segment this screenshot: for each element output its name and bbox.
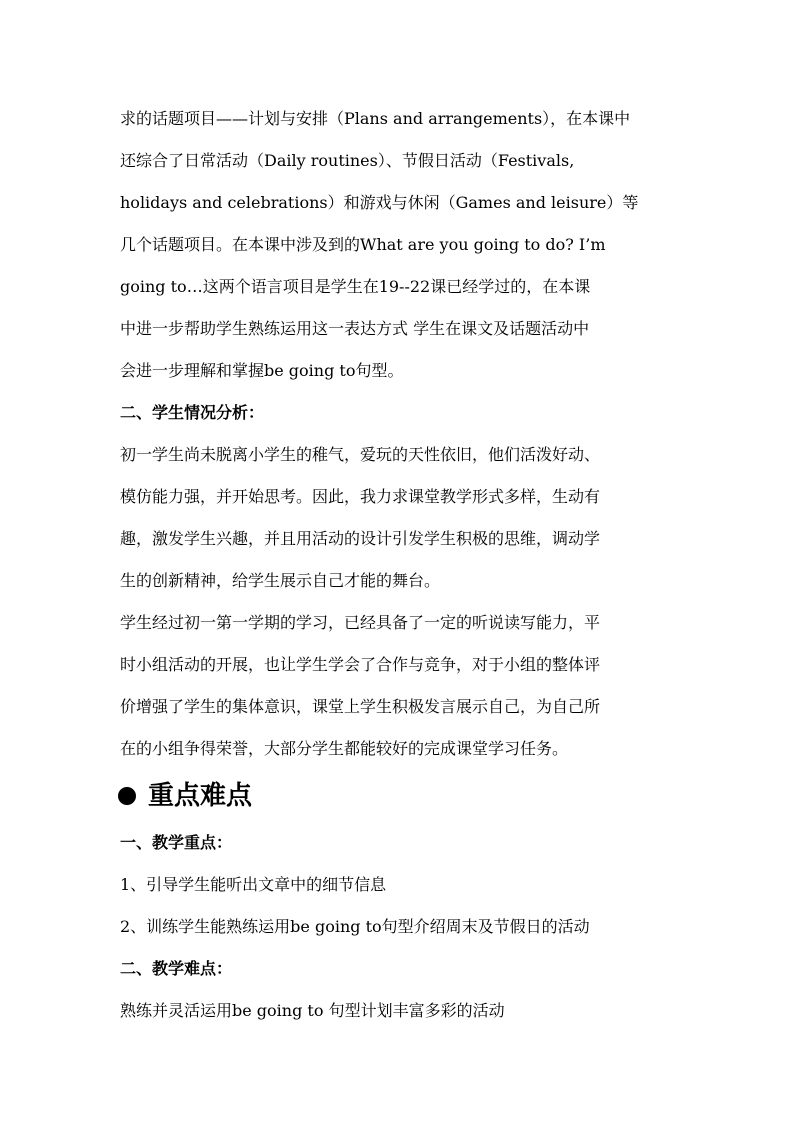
- paragraph-line: 生的创新精神，给学生展示自己才能的舞台。: [120, 571, 441, 590]
- topic-paragraph: [120, 98, 700, 392]
- paragraph-line: 初一学生尚未脱离小学生的稚气，爱玩的天性依旧，他们活泼好动、: [120, 445, 601, 464]
- student-analysis-paragraph-a: [120, 434, 700, 602]
- focus-item: 1、引导学生能听出文章中的细节信息: [120, 875, 387, 894]
- teaching-focus-heading: 一、教学重点：: [120, 833, 233, 852]
- document-content: [120, 98, 700, 1032]
- key-points-title: 重点难点: [148, 781, 253, 811]
- student-analysis-paragraph-b: [120, 602, 700, 770]
- paragraph-line: 价增强了学生的集体意识，课堂上学生积极发言展示自己，为自己所: [120, 697, 601, 716]
- focus-item: 2、训练学生能熟练运用be going to句型介绍周末及节假日的活动: [120, 917, 590, 936]
- paragraph-line: 中进一步帮助学生熟练运用这一表达方式 学生在课文及话题活动中: [120, 319, 590, 338]
- paragraph-line: 几个话题项目。在本课中涉及到的What are you going to do? I’m: [120, 235, 606, 254]
- bullet-icon: [118, 787, 136, 805]
- teaching-difficulty-heading: 二、教学难点：: [120, 959, 233, 978]
- key-points-heading: [118, 770, 700, 822]
- student-analysis-heading: 二、学生情况分析：: [120, 403, 265, 422]
- paragraph-line: 学生经过初一第一学期的学习，已经具备了一定的听说读写能力，平: [120, 613, 601, 632]
- paragraph-line: 时小组活动的开展，也让学生学会了合作与竞争，对于小组的整体评: [120, 655, 601, 674]
- paragraph-line: going to…这两个语言项目是学生在19--22课已经学过的，在本课: [120, 277, 591, 296]
- paragraph-line: 求的话题项目——计划与安排（Plans and arrangements），在本课中: [120, 109, 631, 128]
- paragraph-line: 在的小组争得荣誉，大部分学生都能较好的完成课堂学习任务。: [120, 739, 569, 758]
- paragraph-line: holidays and celebrations）和游戏与休闲（Games and leisure）等: [120, 193, 639, 212]
- paragraph-line: 会进一步理解和掌握be going to句型。: [120, 361, 404, 380]
- difficulty-text: 熟练并灵活运用be going to 句型计划丰富多彩的活动: [120, 1001, 505, 1020]
- paragraph-line: 模仿能力强，并开始思考。因此，我力求课堂教学形式多样，生动有: [120, 487, 601, 506]
- paragraph-line: 趣，激发学生兴趣，并且用活动的设计引发学生积极的思维，调动学: [120, 529, 601, 548]
- paragraph-line: 还综合了日常活动（Daily routines）、节假日活动（Festivals,: [120, 151, 575, 170]
